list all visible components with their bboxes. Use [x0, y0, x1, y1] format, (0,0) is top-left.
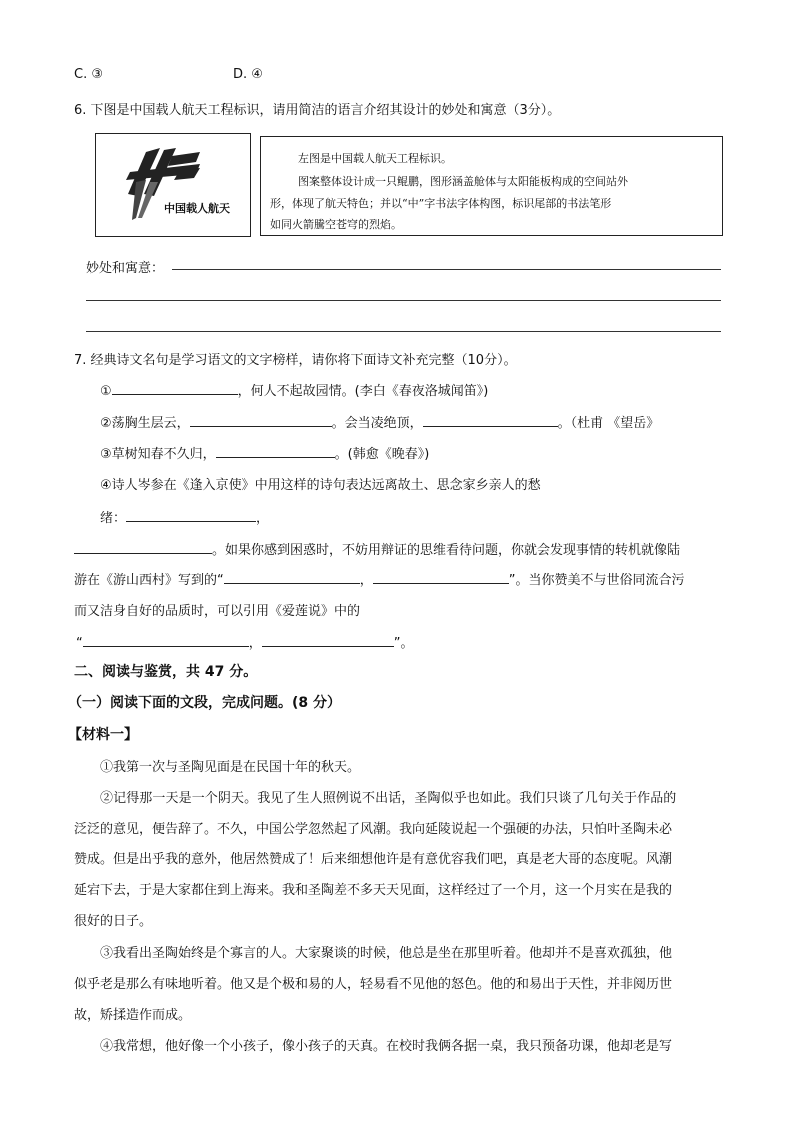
blank-8[interactable] [373, 569, 509, 584]
question-6-prompt: 6. 下图是中国载人航天工程标识，请用简洁的语言介绍其设计的妙处和寓意（3分）。 [74, 103, 561, 118]
answer-label: 妙处和寓意： [86, 261, 165, 276]
poem-line-1-suffix: ，何人不起故园情。(李白《春夜洛城闻笛》) [237, 384, 489, 399]
poem-line-1-prefix: ① [100, 384, 112, 399]
poem-line-8: 而又洁身自好的品质时，可以引用《爱莲说》中的 [74, 604, 361, 619]
poem-line-6-text: 。如果你感到困惑时，不妨用辩证的思维看待问题，你就会发现事情的转机就像陆 [212, 543, 681, 558]
answer-line-3[interactable] [86, 331, 721, 332]
passage-p2-line3: 赞成。但是出乎我的意外，他居然赞成了！后来细想他许是有意优容我们吧，真是老大哥的态度呢。风潮 [74, 852, 673, 867]
poem-line-2 [100, 412, 659, 431]
passage-p2-line2: 泛泛的意见，便告辞了。不久，中国公学忽然起了风潮。我向延陵说起一个强硬的办法，只怕叶圣陶未必 [74, 822, 673, 837]
poem-line-7-middle: ， [359, 573, 373, 588]
poem-line-3-suffix: 。(韩愈《晚春》) [334, 447, 430, 462]
poem-line-7-prefix: 游在《游山西村》写到的“ [74, 573, 224, 588]
passage-p1: ①我第一次与圣陶见面是在民国十年的秋天。 [100, 760, 361, 775]
poem-line-3-prefix: ③草树知春不久归， [100, 447, 216, 462]
description-line-2: 图案整体设计成一只鲲鹏，图形涵盖舱体与太阳能板构成的空间站外 [298, 175, 628, 188]
poem-line-9-suffix: ”。 [393, 636, 414, 651]
logo-box [95, 133, 251, 237]
poem-line-7 [74, 569, 685, 588]
blank-2[interactable] [190, 412, 332, 427]
poem-line-5 [100, 507, 269, 526]
passage-p2-line1: ②记得那一天是一个阴天。我见了生人照例说不出话，圣陶似乎也如此。我们只谈了几句关于作品的 [100, 791, 677, 806]
poem-line-9-middle: ， [248, 636, 262, 651]
poem-line-1 [100, 380, 488, 399]
answer-line-2[interactable] [86, 300, 721, 301]
poem-line-2-middle: 。会当凌绝顶， [331, 416, 423, 431]
passage-p3-line1: ③我看出圣陶始终是个寡言的人。大家聚谈的时候，他总是坐在那里听着。他却并不是喜欢孤独，他 [100, 946, 673, 961]
question-7-prompt: 7. 经典诗文名句是学习语文的文字榜样，请你将下面诗文补充完整（10分）。 [74, 353, 517, 368]
poem-line-5-prefix: 绪： [100, 511, 127, 526]
poem-line-2-prefix: ②荡胸生层云， [100, 416, 190, 431]
poem-line-2-suffix: 。（杜甫 《望岳》 [557, 416, 660, 431]
space-program-logo-icon [96, 134, 250, 236]
blank-4[interactable] [216, 443, 335, 458]
blank-3[interactable] [423, 412, 558, 427]
passage-p4-line1: ④我常想，他好像一个小孩子，像小孩子的天真。在校时我俩各据一桌，我只预备功课，他却老是写 [100, 1039, 673, 1054]
section-2-subtitle: （一）阅读下面的文段，完成问题。(8 分） [68, 695, 342, 711]
blank-9[interactable] [83, 632, 249, 647]
blank-5[interactable] [126, 507, 256, 522]
poem-line-9-prefix: “ [76, 636, 83, 651]
description-line-3: 形，体现了航天特色；并以“中”字书法字体构图，标识尾部的书法笔形 [270, 197, 612, 210]
passage-p2-line4: 延宕下去，于是大家都住到上海来。我和圣陶差不多天天见面，这样经过了一个月，这一个月实在是我的 [74, 883, 673, 898]
blank-1[interactable] [112, 380, 238, 395]
blank-6[interactable] [74, 539, 212, 554]
passage-p3-line2: 似乎老是那么有味地听着。他又是个极和易的人，轻易看不见他的怒色。他的和易出于天性，并非阅历世 [74, 977, 673, 992]
passage-p3-line3: 故，矫揉造作而成。 [74, 1008, 192, 1023]
logo-text: 中国载人航天 [164, 202, 230, 215]
poem-line-4: ④诗人岑参在《逢入京使》中用这样的诗句表达远离故土、思念家乡亲人的愁 [100, 478, 541, 493]
option-d: D. ④ [233, 67, 263, 82]
material-1-heading: 【材料一】 [68, 727, 138, 743]
option-c: C. ③ [74, 67, 103, 82]
section-2-title: 二、阅读与鉴赏，共 47 分。 [74, 664, 258, 680]
passage-p2-line5: 很好的日子。 [74, 914, 153, 929]
poem-line-3 [100, 443, 429, 462]
description-line-4: 如同火箭騰空苍穹的烈焰。 [270, 218, 402, 231]
answer-line-1[interactable] [172, 269, 721, 270]
poem-line-9 [76, 632, 414, 651]
poem-line-5-suffix: ， [256, 511, 270, 526]
poem-line-6 [74, 539, 680, 558]
poem-line-7-suffix: ”。当你赞美不与世俗同流合污 [508, 573, 685, 588]
description-line-1: 左图是中国载人航天工程标识。 [298, 152, 452, 165]
blank-7[interactable] [224, 569, 360, 584]
blank-10[interactable] [262, 632, 394, 647]
